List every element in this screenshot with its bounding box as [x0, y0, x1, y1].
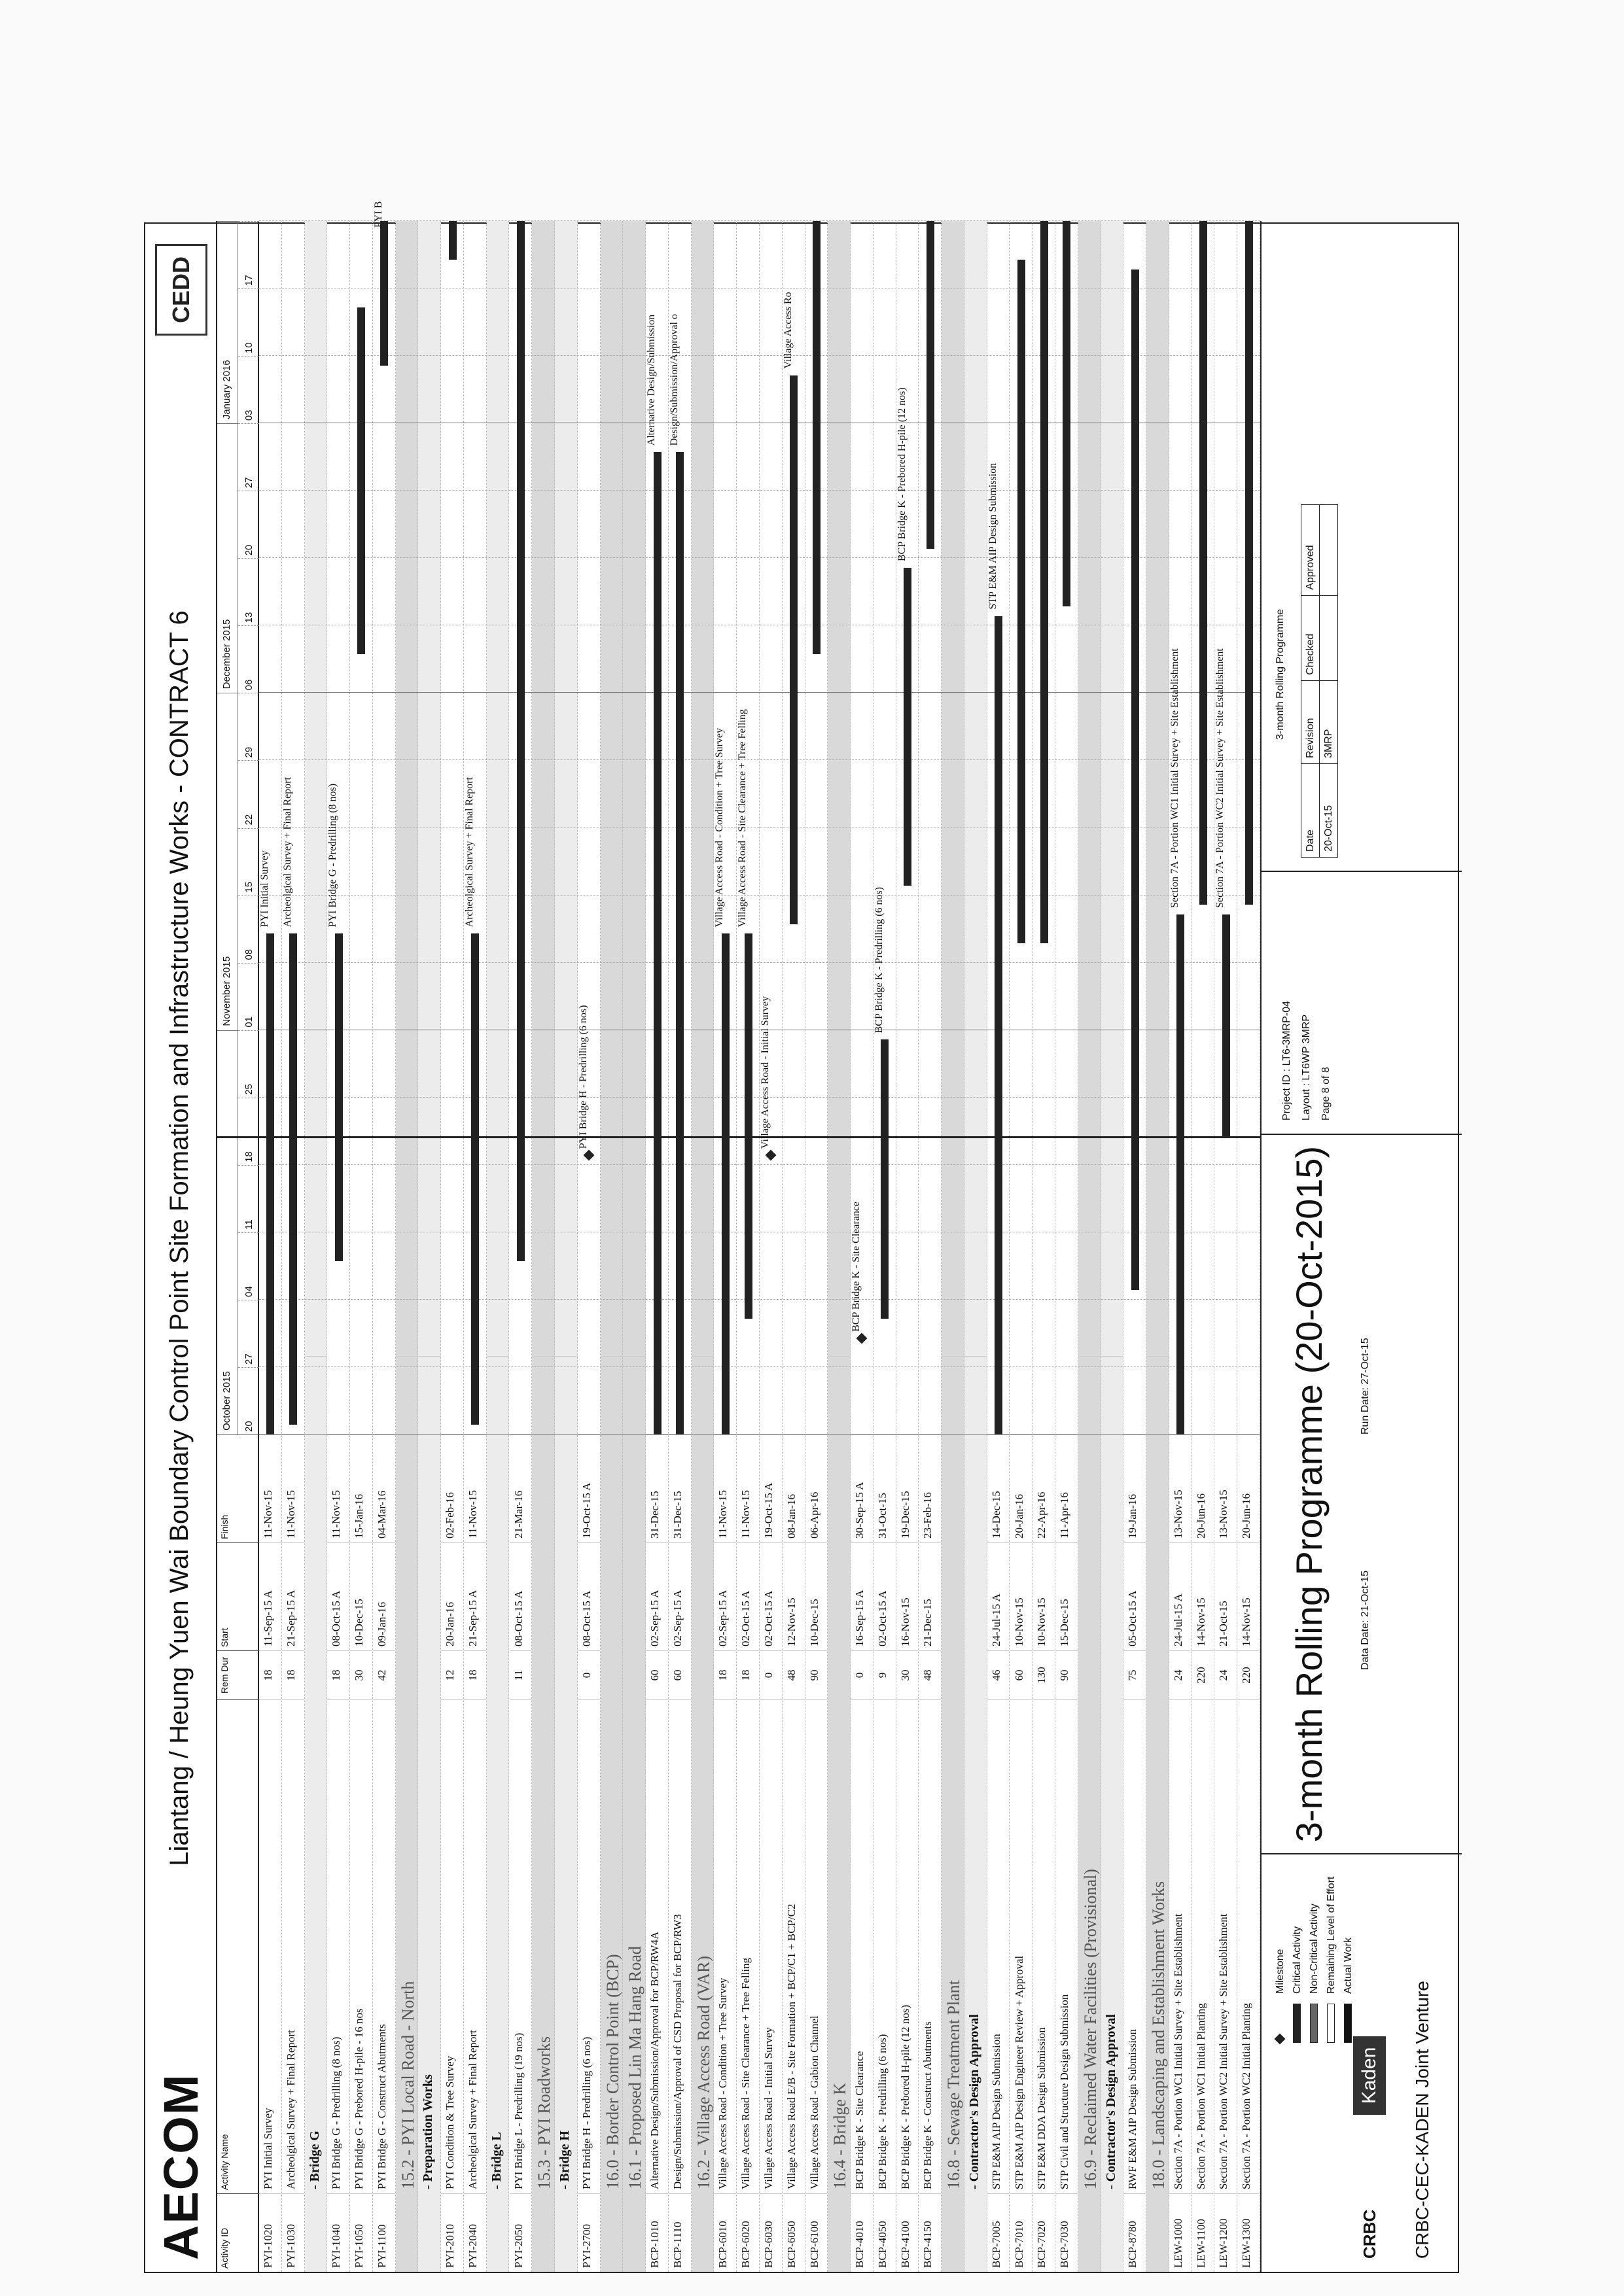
kaden-logo: Kaden: [1353, 2036, 1386, 2115]
gantt-timeline: [259, 201, 1260, 1435]
timeline-week: 08: [238, 896, 259, 963]
activity-bar: [745, 933, 752, 1319]
activity-start: 21-Oct-15: [1214, 1542, 1237, 1650]
timeline-week: 25: [238, 1030, 259, 1098]
activity-finish: 13-Nov-15: [1214, 1435, 1237, 1542]
activity-finish: 23-Feb-16: [919, 1435, 941, 1542]
grid-line: [259, 759, 1260, 760]
activity-finish: 22-Apr-16: [1033, 1435, 1055, 1542]
timeline-week: 10: [238, 288, 259, 356]
activity-finish: 31-Dec-15: [669, 1435, 691, 1542]
activity-bar: [289, 933, 297, 1425]
activity-rem: 0: [760, 1650, 782, 1699]
activity-bar: [1199, 221, 1207, 905]
activity-finish: 11-Nov-15: [737, 1435, 759, 1542]
activity-rem: 18: [737, 1650, 759, 1699]
activity-bar: [1063, 221, 1070, 606]
activity-name: Section 7A - Portion WC1 Initial Survey + Site Establishment: [1169, 1699, 1192, 2193]
activity-rem: 220: [1192, 1650, 1214, 1699]
activity-finish: 31-Oct-15: [874, 1435, 896, 1542]
activity-name: BCP Bridge K - Site Clearance: [851, 1699, 873, 2193]
activity-name: - Bridge H: [555, 1356, 577, 2193]
activity-id: LEW-1100: [1192, 2193, 1214, 2272]
activity-finish: 14-Dec-15: [987, 1435, 1010, 1542]
data-date-line: [217, 1136, 1260, 1138]
bar-label: Village Access Road - Site Clearance + Tree Felling: [737, 709, 749, 928]
timeline-week: 17: [238, 221, 259, 288]
activity-name: 15.3 - PYI Roadworks: [532, 1356, 554, 2193]
activity-rem: 18: [259, 1650, 281, 1699]
project-info-block: [1262, 221, 1462, 1134]
data-date: Data Date: 21-Oct-15: [1360, 1570, 1371, 1670]
timeline-week: 20: [238, 1367, 259, 1435]
activity-rem: 24: [1214, 1650, 1237, 1699]
activity-start: 20-Jan-16: [441, 1542, 463, 1650]
timeline-week: 22: [238, 760, 259, 827]
activity-id: BCP-1110: [669, 2193, 691, 2272]
activity-start: 21-Sep-15 A: [282, 1542, 304, 1650]
activity-bar: [449, 221, 457, 260]
activity-bar: [904, 568, 911, 886]
col-start: Start: [217, 1542, 259, 1650]
activity-id: PYI-2040: [464, 2193, 486, 2272]
timeline-month: January 2016: [217, 221, 238, 423]
activity-rem: 46: [987, 1650, 1010, 1699]
activity-finish: 02-Feb-16: [441, 1435, 463, 1542]
col-activity-id: Activity ID: [217, 2193, 259, 2272]
activity-name: Section 7A - Portion WC2 Initial Survey + Site Establishment: [1214, 1699, 1237, 2193]
activity-id: BCP-8780: [1123, 2193, 1146, 2272]
activity-id: LEW-1200: [1214, 2193, 1237, 2272]
activity-bar: [1222, 914, 1230, 1136]
activity-id: BCP-4010: [851, 2193, 873, 2272]
activity-rem: 90: [805, 1650, 828, 1699]
activity-id: PYI-2050: [510, 2193, 532, 2272]
aecom-logo: AECOM: [154, 2073, 208, 2260]
grid-line: [259, 1164, 1260, 1165]
legend-item: [1292, 1926, 1303, 2043]
activity-name: STP Civil and Structure Design Submission: [1055, 1699, 1078, 2193]
col-rem-dur: Rem Dur: [217, 1650, 259, 1699]
activity-start: 21-Dec-15: [919, 1542, 941, 1650]
activity-start: 12-Nov-15: [783, 1542, 805, 1650]
activity-finish: 20-Jan-16: [1010, 1435, 1033, 1542]
activity-start: 02-Oct-15 A: [737, 1542, 759, 1650]
activity-name: 16.2 - Village Access Road (VAR): [692, 1356, 714, 2193]
activity-bar: [654, 452, 662, 1435]
activity-name: BCP Bridge K - Prebored H-pile (12 nos): [896, 1699, 919, 2193]
activity-name: Design/Submission/Approval of CSD Proposal for BCP/RW3: [669, 1699, 691, 2193]
timeline-week: 27: [238, 423, 259, 491]
activity-start: 10-Dec-15: [350, 1542, 372, 1650]
sig-revision: 3MRP: [1320, 680, 1338, 763]
activity-rem: 24: [1169, 1650, 1192, 1699]
activity-id: BCP-7010: [1010, 2193, 1033, 2272]
bar-label: Section 7A - Portion WC2 Initial Survey + Site Establishment: [1214, 648, 1226, 908]
activity-id: BCP-7030: [1055, 2193, 1078, 2272]
timeline-week: 18: [238, 1098, 259, 1165]
bar-label: STP E&M AIP Design Submission: [987, 462, 998, 610]
activity-finish: 11-Nov-15: [714, 1435, 736, 1542]
activity-finish: 06-Apr-16: [805, 1435, 828, 1542]
activity-finish: 19-Oct-15 A: [760, 1435, 782, 1542]
bar-label: Alternative Design/Submission: [646, 314, 658, 446]
footer: [1260, 221, 1460, 2272]
activity-bar: [927, 221, 934, 549]
activity-finish: 20-Jun-16: [1237, 1435, 1260, 1542]
activity-finish: 19-Oct-15 A: [578, 1435, 600, 1542]
cedd-logo: CEDD: [155, 244, 207, 336]
activity-start: 11-Sep-15 A: [259, 1542, 281, 1650]
grid-line: [259, 557, 1260, 558]
activity-finish: 20-Jun-16: [1192, 1435, 1214, 1542]
activity-name: PYI Bridge H - Predrilling (6 nos): [578, 1699, 600, 2193]
activity-rem: 18: [714, 1650, 736, 1699]
activity-name: Section 7A - Portion WC1 Initial Planting: [1192, 1699, 1214, 2193]
bar-label: Section 7A - Portion WC1 Initial Survey + Site Establishment: [1169, 648, 1180, 908]
bar-label: BCP Bridge K - Site Clearance: [851, 1201, 862, 1332]
activity-start: 02-Sep-15 A: [646, 1542, 668, 1650]
legend-item: [1326, 1877, 1337, 2043]
activity-rem: 18: [464, 1650, 486, 1699]
activity-bar: [676, 452, 684, 1435]
activity-start: 16-Sep-15 A: [851, 1542, 873, 1650]
activity-rem: 75: [1123, 1650, 1146, 1699]
activity-bar: [471, 933, 479, 1425]
activity-start: 02-Sep-15 A: [714, 1542, 736, 1650]
sig-title: 3-month Rolling Programme: [1275, 608, 1286, 740]
timeline-week: 27: [238, 1300, 259, 1367]
sig-checked: [1320, 595, 1338, 680]
activity-name: 16.0 - Border Control Point (BCP): [601, 1356, 623, 2193]
activity-name: - Preparation Works: [418, 1356, 440, 2193]
activity-bar: [1245, 221, 1253, 905]
activity-finish: 11-Nov-15: [327, 1435, 349, 1542]
sig-date: 20-Oct-15: [1320, 763, 1338, 857]
activity-rem: 30: [896, 1650, 919, 1699]
legend-item: [1275, 1949, 1286, 2043]
activity-bar: [813, 221, 821, 655]
activity-finish: 11-Nov-15: [259, 1435, 281, 1542]
activity-start: 08-Oct-15 A: [327, 1542, 349, 1650]
activity-start: 14-Nov-15: [1192, 1542, 1214, 1650]
milestone-icon: [1275, 2034, 1286, 2045]
activity-start: 14-Nov-15: [1237, 1542, 1260, 1650]
bar-label: PYI Bridge H - Predrilling (6 nos): [577, 1005, 589, 1149]
timeline-week: 15: [238, 828, 259, 896]
grid-line: [259, 490, 1260, 491]
activity-name: PYI Bridge L - Predrilling (19 nos): [510, 1699, 532, 2193]
activity-name: PYI Bridge G - Construct Abutments: [373, 1699, 395, 2193]
activity-name: BCP Bridge K - Construct Abutments: [919, 1699, 941, 2193]
timeline-month: October 2015: [217, 1030, 238, 1435]
crbc-logo: CRBC: [1360, 2209, 1379, 2259]
activity-start: 24-Jul-15 A: [1169, 1542, 1192, 1650]
bar-label: Archeolgical Survey + Final Report: [281, 777, 293, 928]
activity-id: PYI-1100: [373, 2193, 395, 2272]
activity-name: Archeolgical Survey + Final Report: [464, 1699, 486, 2193]
activity-bar: [357, 308, 365, 655]
activity-finish: 21-Mar-16: [510, 1435, 532, 1542]
activity-start: 02-Oct-15 A: [874, 1542, 896, 1650]
activity-start: 08-Oct-15 A: [510, 1542, 532, 1650]
sig-approved: [1320, 505, 1338, 596]
activity-finish: 13-Nov-15: [1169, 1435, 1192, 1542]
activity-name: PYI Condition & Tree Survey: [441, 1699, 463, 2193]
jv-name: CRBC-CEC-KADEN Joint Venture: [1412, 1981, 1432, 2259]
legend: [1275, 1860, 1405, 2056]
sig-revision-header: Revision: [1301, 680, 1320, 763]
run-date: Run Date: 27-Oct-15: [1360, 1338, 1371, 1435]
activity-id: LEW-1000: [1169, 2193, 1192, 2272]
legend-label: Remaining Level of Effort: [1326, 1876, 1337, 1994]
timeline-week: 04: [238, 1232, 259, 1300]
column-header: [217, 221, 259, 2272]
activity-bar: [722, 933, 730, 1435]
activity-id: BCP-6020: [737, 2193, 759, 2272]
activity-finish: 15-Jan-16: [350, 1435, 372, 1542]
activity-name: STP E&M AIP Design Engineer Review + Approval: [1010, 1699, 1033, 2193]
revision-table: [1301, 504, 1338, 858]
legend-label: Non-Critical Activity: [1309, 1904, 1320, 1994]
grid-line: [259, 692, 1260, 693]
activity-name: - Contractor's Design Approval: [1101, 1356, 1123, 2193]
activity-name: PYI Bridge G - Predrilling (8 nos): [327, 1699, 349, 2193]
bar-label: Village Access Road - Initial Survey: [760, 996, 771, 1149]
activity-name: Village Access Road E/B - Site Formation + BCP/C1 + BCP/C2: [783, 1699, 805, 2193]
activity-id: BCP-1010: [646, 2193, 668, 2272]
activity-rem: 60: [669, 1650, 691, 1699]
activity-rem: 60: [646, 1650, 668, 1699]
activity-id: PYI-2700: [578, 2193, 600, 2272]
activity-finish: 19-Dec-15: [896, 1435, 919, 1542]
activity-start: 02-Sep-15 A: [669, 1542, 691, 1650]
title-bar: [145, 221, 217, 2272]
grid-line: [259, 1434, 1260, 1435]
activity-id: PYI-1040: [327, 2193, 349, 2272]
activity-finish: 30-Sep-15 A: [851, 1435, 873, 1542]
legend-item: [1309, 1904, 1320, 2043]
grid-line: [259, 895, 1260, 896]
activity-name: Village Access Road - Site Clearance + Tree Felling: [737, 1699, 759, 2193]
activity-rem: 220: [1237, 1650, 1260, 1699]
bar-label: Archeolgical Survey + Final Report: [463, 777, 475, 928]
grid-line: [259, 962, 1260, 963]
activity-name: Village Access Road - Condition + Tree Survey: [714, 1699, 736, 2193]
activity-rem: 18: [282, 1650, 304, 1699]
activity-bar: [995, 616, 1002, 1435]
activity-id: PYI-2010: [441, 2193, 463, 2272]
legend-label: Critical Activity: [1292, 1926, 1303, 1994]
timeline-header: [217, 221, 259, 1435]
activity-rem: 11: [510, 1650, 532, 1699]
activity-name: Village Access Road - Initial Survey: [760, 1699, 782, 2193]
activity-rem: 42: [373, 1650, 395, 1699]
activity-id: BCP-6030: [760, 2193, 782, 2272]
activity-name: 16.9 - Reclaimed Water Facilities (Provisional): [1078, 1356, 1101, 2193]
bar-label: PYI Initial Survey: [259, 850, 270, 928]
activity-start: 16-Nov-15: [896, 1542, 919, 1650]
grid-line: [259, 355, 1260, 356]
activity-rem: 0: [578, 1650, 600, 1699]
activity-bar: [790, 375, 798, 924]
timeline-month: December 2015: [217, 423, 238, 693]
activity-id: PYI-1020: [259, 2193, 281, 2272]
bar-label: BCP Bridge K - Predrilling (6 nos): [873, 886, 885, 1034]
activity-name: PYI Initial Survey: [259, 1699, 281, 2193]
timeline-week: 29: [238, 693, 259, 760]
activity-bar: [1176, 914, 1184, 1435]
activity-name: 16.8 - Sewage Treatment Plant: [942, 1356, 964, 2193]
activity-start: 24-Jul-15 A: [987, 1542, 1010, 1650]
layout-name: Layout : LT6WP 3MRP: [1301, 1014, 1312, 1121]
activity-rem: 12: [441, 1650, 463, 1699]
programme-title-block: [1262, 1134, 1462, 1853]
activity-start: 09-Jan-16: [373, 1542, 395, 1650]
timeline-month: November 2015: [217, 693, 238, 1030]
activity-rem: 18: [327, 1650, 349, 1699]
activity-finish: 11-Nov-15: [464, 1435, 486, 1542]
activity-name: PYI Bridge G - Prebored H-pile - 16 nos: [350, 1699, 372, 2193]
timeline-week: 06: [238, 625, 259, 693]
legend-swatch: [1327, 2004, 1335, 2043]
activity-rem: 30: [350, 1650, 372, 1699]
activity-start: 08-Oct-15 A: [578, 1542, 600, 1650]
activity-name: Alternative Design/Submission/Approval for BCP/RW4A: [646, 1699, 668, 2193]
bar-label: BCP Bridge K - Prebored H-pile (12 nos): [896, 387, 908, 561]
activity-id: BCP-6050: [783, 2193, 805, 2272]
legend-swatch: [1344, 2004, 1352, 2043]
signature-block: [1262, 479, 1462, 872]
col-activity-name: Activity Name: [217, 1699, 259, 2193]
activity-rem: 60: [1010, 1650, 1033, 1699]
sig-approved-header: Approved: [1301, 505, 1320, 596]
grid-line: [259, 1366, 1260, 1367]
activity-id: PYI-1030: [282, 2193, 304, 2272]
bar-label: PYI Bridge G - Predrilling (8 nos): [327, 783, 339, 928]
activity-id: LEW-1300: [1237, 2193, 1260, 2272]
activity-rem: 90: [1055, 1650, 1078, 1699]
grid-line: [259, 1299, 1260, 1300]
project-id: Project ID : LT6-3MRP-04: [1281, 1001, 1292, 1121]
activity-name: RWF E&M AIP Design Submission: [1123, 1699, 1146, 2193]
activity-bar: [1017, 260, 1025, 943]
activity-start: 10-Nov-15: [1010, 1542, 1033, 1650]
legend-item: [1343, 1938, 1354, 2043]
activity-rem: 0: [851, 1650, 873, 1699]
milestone-marker: [584, 1150, 595, 1161]
activity-start: 15-Dec-15: [1055, 1542, 1078, 1650]
activity-id: BCP-4100: [896, 2193, 919, 2272]
bar-label: Design/Submission/Approval o: [668, 314, 680, 446]
activity-rem: 48: [783, 1650, 805, 1699]
activity-bar: [266, 933, 274, 1435]
activity-rem: 130: [1033, 1650, 1055, 1699]
legend-block: [1262, 1853, 1462, 2272]
timeline-week: 11: [238, 1165, 259, 1232]
timeline-week: 03: [238, 356, 259, 423]
sig-checked-header: Checked: [1301, 595, 1320, 680]
activity-rows: [259, 201, 1260, 2272]
activity-start: 10-Dec-15: [805, 1542, 828, 1650]
timeline-week: 13: [238, 558, 259, 625]
activity-rem: 48: [919, 1650, 941, 1699]
activity-start: 05-Oct-15 A: [1123, 1542, 1146, 1650]
activity-finish: 19-Jan-16: [1123, 1435, 1146, 1542]
activity-name: 18.0 - Landscaping and Establishment Works: [1146, 1356, 1169, 2193]
col-finish: Finish: [217, 1435, 259, 1542]
bar-label: Village Access Road - Condition + Tree Survey: [714, 727, 726, 928]
activity-id: BCP-7005: [987, 2193, 1010, 2272]
activity-bar: [517, 221, 525, 1261]
activity-finish: 08-Jan-16: [783, 1435, 805, 1542]
bar-label: Village Access Ro: [782, 292, 794, 369]
activity-id: PYI-1050: [350, 2193, 372, 2272]
activity-name: STP E&M AIP Design Submission: [987, 1699, 1010, 2193]
activity-bar: [881, 1039, 889, 1319]
legend-label: Actual Work: [1343, 1938, 1354, 1994]
timeline-week: 01: [238, 963, 259, 1030]
legend-swatch: [1310, 2004, 1318, 2043]
programme-heading: Liantang / Heung Yuen Wai Boundary Control Point Site Formation and Infrastructure Works - CONTRACT 6: [165, 610, 194, 1866]
programme-sheet: [144, 201, 1459, 2273]
activity-id: BCP-6100: [805, 2193, 828, 2272]
activity-id: BCP-7020: [1033, 2193, 1055, 2272]
activity-id: BCP-4150: [919, 2193, 941, 2272]
activity-name: 16.1 - Proposed Lin Ma Hang Road: [623, 1356, 645, 2193]
bar-label: PYI B: [372, 201, 384, 228]
activity-name: - Contractor's Design Approval: [964, 1356, 987, 2193]
legend-swatch: [1293, 2004, 1301, 2043]
legend-label: Milestone: [1275, 1949, 1286, 1994]
activity-start: 10-Nov-15: [1033, 1542, 1055, 1650]
activity-bar: [335, 933, 343, 1261]
activity-name: Section 7A - Portion WC2 Initial Planting: [1237, 1699, 1260, 2193]
grid-line: [259, 220, 1260, 221]
activity-name: Archeolgical Survey + Final Report: [282, 1699, 304, 2193]
activity-name: 16.4 - Bridge K: [828, 1356, 850, 2193]
sig-date-header: Date: [1301, 763, 1320, 857]
activity-start: 02-Oct-15 A: [760, 1542, 782, 1650]
programme-title: 3-month Rolling Programme (20-Oct-2015): [1288, 1145, 1330, 1843]
page-number: Page 8 of 8: [1320, 1067, 1332, 1121]
activity-rem: 9: [874, 1650, 896, 1699]
activity-bar: [1131, 270, 1139, 1291]
activity-name: - Bridge G: [305, 1356, 327, 2193]
grid-line: [259, 827, 1260, 828]
activity-name: STP E&M DDA Design Submission: [1033, 1699, 1055, 2193]
activity-name: 15.2 - PYI Local Road - North: [396, 1356, 418, 2193]
activity-id: BCP-6010: [714, 2193, 736, 2272]
activity-bar: [380, 221, 388, 366]
activity-finish: 04-Mar-16: [373, 1435, 395, 1542]
activity-name: - Bridge L: [487, 1356, 509, 2193]
activity-finish: 31-Dec-15: [646, 1435, 668, 1542]
activity-id: BCP-4050: [874, 2193, 896, 2272]
activity-finish: 11-Nov-15: [282, 1435, 304, 1542]
activity-name: Village Access Road - Gabion Channel: [805, 1699, 828, 2193]
milestone-marker: [766, 1150, 777, 1161]
activity-start: 21-Sep-15 A: [464, 1542, 486, 1650]
activity-finish: 11-Apr-16: [1055, 1435, 1078, 1542]
activity-name: BCP Bridge K - Predrilling (6 nos): [874, 1699, 896, 2193]
activity-bar: [1040, 221, 1048, 943]
milestone-marker: [856, 1332, 868, 1344]
timeline-week: 20: [238, 491, 259, 558]
